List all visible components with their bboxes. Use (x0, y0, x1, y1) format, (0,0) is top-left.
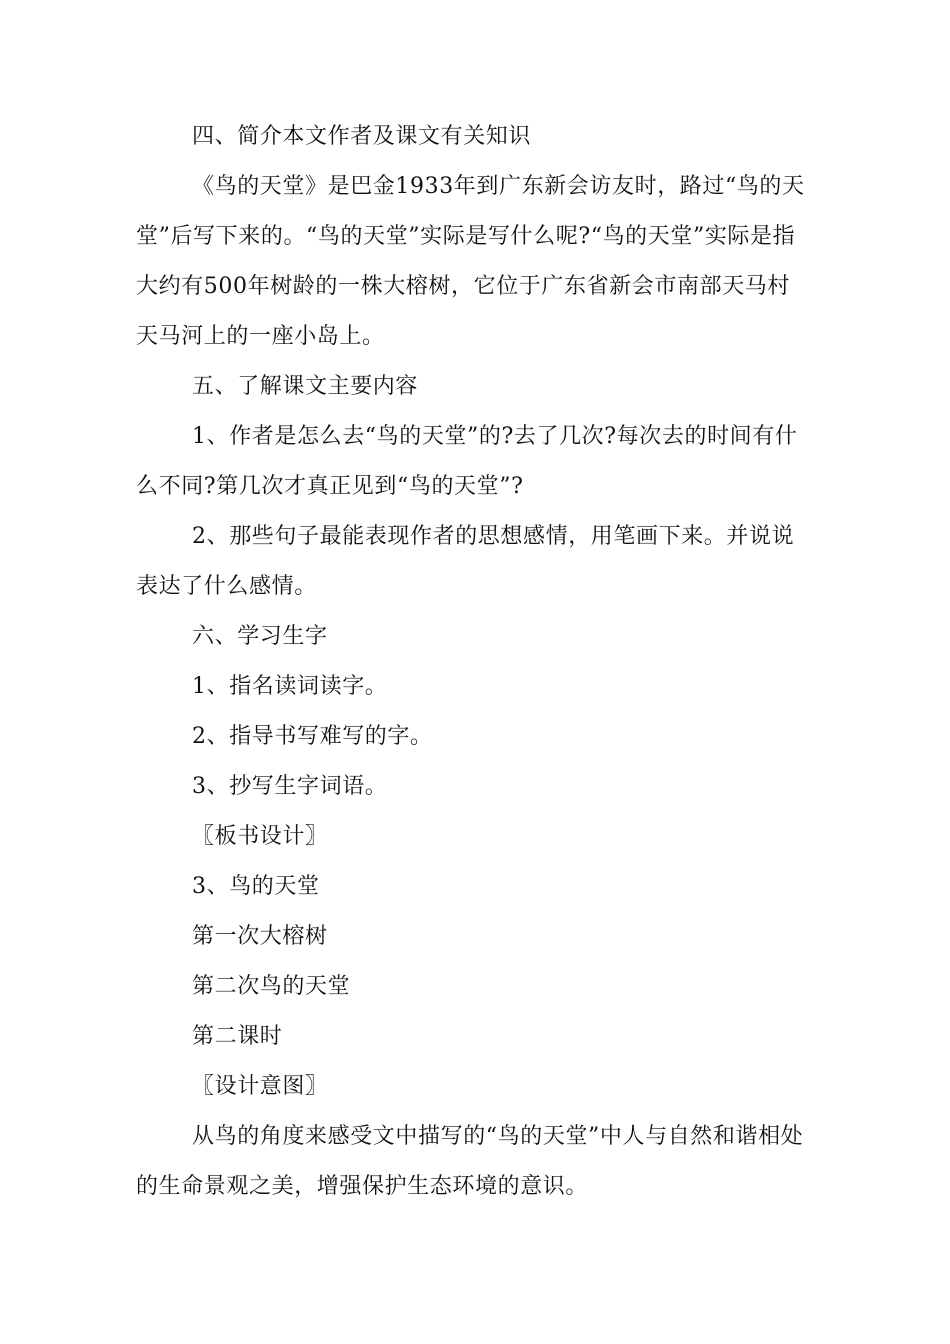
board-line2: 第二次鸟的天堂 (192, 974, 351, 999)
section6-item3: 3、抄写生字词语。 (192, 774, 388, 799)
section5-item1: 1、作者是怎么去“鸟的天堂”的?去了几次?每次去的时间有什么不同?第几次才真正见到“鸟的天堂”? (136, 424, 798, 499)
board-design-heading: 〖板书设计〗 (192, 824, 328, 849)
design-intent-body: 从鸟的角度来感受文中描写的“鸟的天堂”中人与自然和谐相处的生命景观之美，增强保护生态环境的意识。 (136, 1124, 804, 1199)
document-page (136, 112, 808, 1212)
section5-heading: 五、了解课文主要内容 (192, 374, 419, 399)
section6-heading: 六、学习生字 (192, 624, 328, 649)
lesson2-heading: 第二课时 (192, 1024, 283, 1049)
board-line1: 第一次大榕树 (192, 924, 328, 949)
section4-heading: 四、简介本文作者及课文有关知识 (192, 124, 532, 149)
section5-item2: 2、那些句子最能表现作者的思想感情，用笔画下来。并说说表达了什么感情。 (136, 524, 795, 599)
design-intent-heading: 〖设计意图〗 (192, 1074, 328, 1099)
section4-body: 《鸟的天堂》是巴金1933年到广东新会访友时，路过“鸟的天堂”后写下来的。“鸟的天堂”实际是写什么呢?“鸟的天堂”实际是指大约有500年树龄的一株大榕树，它位于广东省新会市南部天马村天马河上的一座小岛上。 (136, 174, 805, 349)
section6-item2: 2、指导书写难写的字。 (192, 724, 433, 749)
section6-item1: 1、指名读词读字。 (192, 674, 388, 699)
board-title: 3、鸟的天堂 (192, 874, 320, 899)
